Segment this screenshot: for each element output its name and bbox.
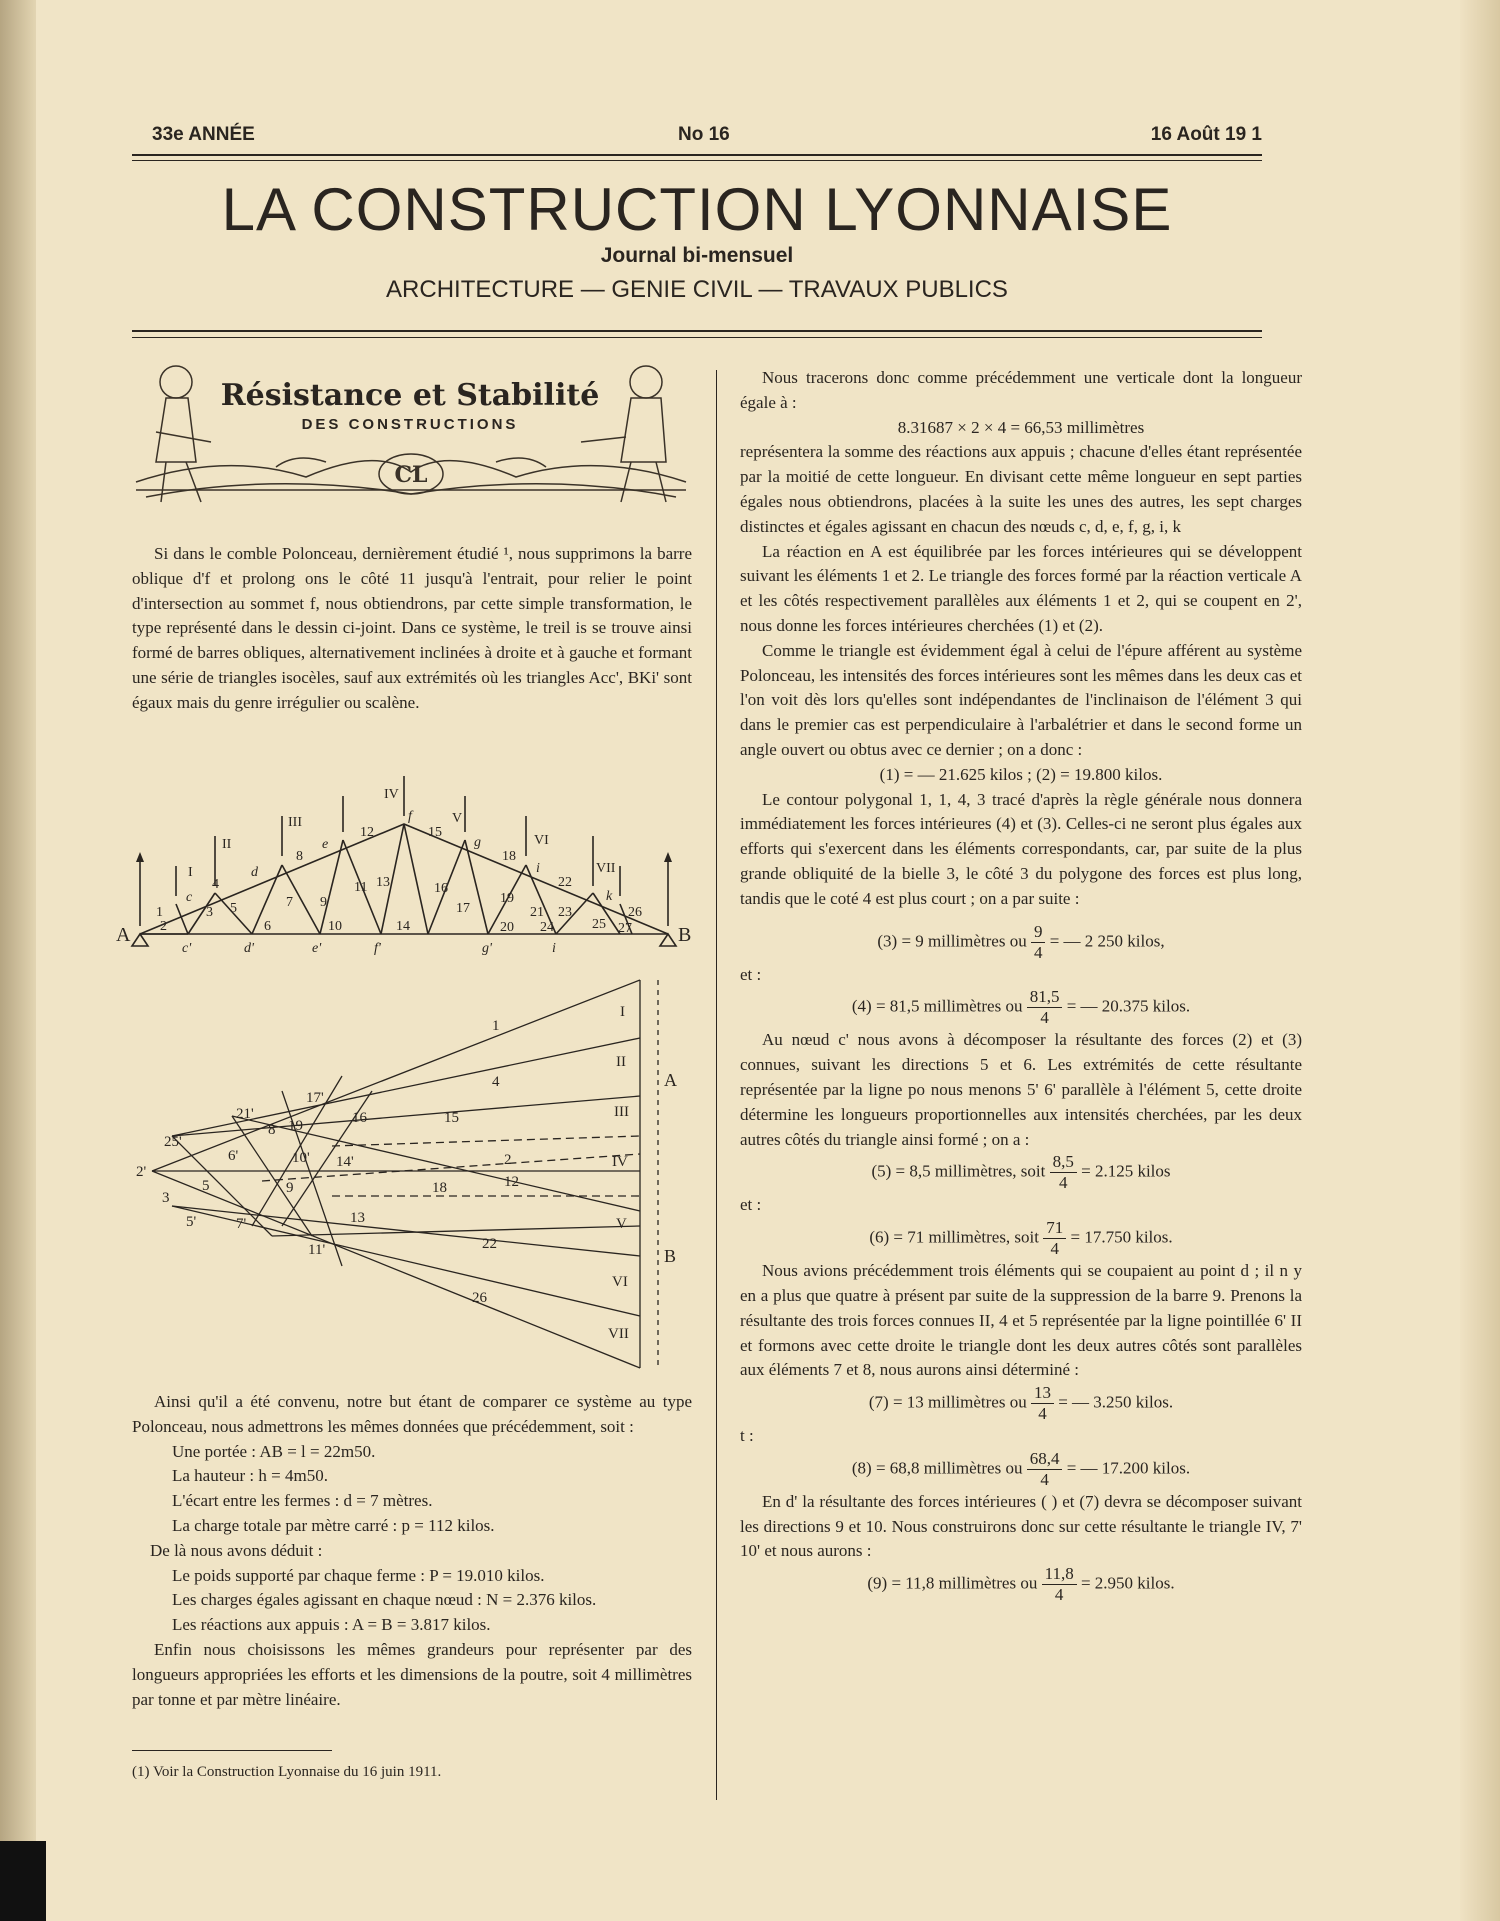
- truss-member-11: 11: [354, 880, 368, 895]
- equation-8-right: = — 17.200 kilos.: [1066, 1458, 1191, 1478]
- journal-title: LA CONSTRUCTION LYONNAISE: [221, 176, 1173, 243]
- force-load-II: II: [616, 1054, 626, 1070]
- equation-7-denominator: 4: [1038, 1404, 1047, 1424]
- force-load-I: I: [620, 1004, 625, 1020]
- equation-9: [740, 1564, 1302, 1605]
- truss-node-k: k: [606, 889, 613, 904]
- truss-load-III: III: [288, 815, 302, 830]
- paragraph-intro: Si dans le comble Polonceau, dernièrement étudié ¹, nous supprimons la barre oblique d'f et prolong ons le côté 11 jusqu'à l'entrait, pour relier le point d'intersection au sommet f, nous obtiendrons, par cette simple transformation, le type représenté dans le dessin ci-joint. Dans ce système, le treil is se trouve ainsi formé de barres obliques, alternativement inclinées à droite et à gauche et formant une série de triangles isocèles, sauf aux extrémités où les triangles Acc', BKi' sont égaux mais du genre irrégulier ou scalène.: [132, 544, 692, 712]
- equation-total-length: 8.31687 × 2 × 4 = 66,53 millimètres: [897, 417, 1145, 437]
- left-column-data: [132, 1390, 692, 1712]
- footnote: (1) Voir la Construction Lyonnaise du 16 juin 1911.: [132, 1764, 442, 1780]
- equation-8-fraction: [1027, 1449, 1063, 1490]
- paragraph-data-intro: Ainsi qu'il a été convenu, notre but étant de comparer ce système au type Polonceau, nous admettrons les mêmes données que précédemment, soit :: [132, 1392, 692, 1436]
- truss-member-7: 7: [286, 895, 293, 910]
- right-paragraph-4: Comme le triangle est évidemment égal à celui de l'épure afférent au système Polonceau, les intensités des forces intérieures sont les mêmes dans les deux cas et l'on voit dès lors qu'elles sont indépendantes de l'inclinaison de l'élément 3 qui dans le premier cas est perpendiculaire à l'arbalétrier et dans le second forme un angle ouvert ou obtus avec ce dernier ; on a donc :: [740, 640, 1302, 759]
- truss-member-3: 3: [206, 905, 213, 920]
- force-line-3: 3: [162, 1190, 170, 1206]
- force-label-A: A: [664, 1070, 677, 1090]
- force-line-7p: 7': [236, 1216, 247, 1232]
- truss-member-17: 17: [456, 901, 470, 916]
- truss-load-VII: VII: [596, 861, 616, 876]
- equation-8-left: (8) = 68,8 millimètres ou: [851, 1458, 1023, 1478]
- truss-load-V: V: [452, 811, 463, 826]
- column-separator: [716, 370, 717, 1800]
- equation-3-numerator: 9: [1031, 922, 1046, 943]
- force-line-26: 26: [472, 1290, 487, 1306]
- truss-member-26: 26: [628, 905, 642, 920]
- left-column-intro: [132, 542, 692, 716]
- truss-member-24: 24: [540, 920, 554, 935]
- equation-6-left: (6) = 71 millimètres, soit: [869, 1227, 1039, 1247]
- right-paragraph-3: La réaction en A est équilibrée par les forces intérieures qui se développent suivant les éléments 1 et 2. Le triangle des forces formé par la réaction verticale A et les côtés respectivement parallèles aux éléments 1 et 2, qui se coupent en 2', nous donne les forces intérieures cherchées (1) et (2).: [740, 541, 1302, 635]
- truss-node-d: d: [251, 865, 258, 880]
- truss-load-IV: IV: [384, 787, 399, 802]
- equation-3-right: = — 2 250 kilos,: [1049, 930, 1165, 950]
- equation-6-right: = 17.750 kilos.: [1070, 1227, 1173, 1247]
- equation-7-numerator: 13: [1031, 1383, 1054, 1404]
- right-paragraph-7: Nous avions précédemment trois éléments qui se coupaient au point d ; il n y en a plus que quatre à présent par suite de la suppression de la barre 9. Prenons la résultante des trois forces connues II, 4 et 5 représentée par la ligne pointillée 6' II et formons avec cette droite le triangle dont les deux autres côtés sont parallèles aux éléments 7 et 8, nous aurons ainsi déterminé :: [740, 1261, 1302, 1380]
- truss-member-15: 15: [428, 825, 442, 840]
- truss-label-A: A: [116, 924, 131, 946]
- equation-9-fraction: [1042, 1564, 1077, 1605]
- page-right-edge: [1460, 0, 1500, 1921]
- equation-4-numerator: 81,5: [1027, 987, 1063, 1008]
- force-line-13: 13: [350, 1210, 365, 1226]
- right-paragraph-5: Le contour polygonal 1, 1, 4, 3 tracé d'après la règle générale nous donnera immédiatement les forces intérieures (4) et (3). Celles-ci ne seront plus égales aux efforts qui s'exercent dans les éléments correspondants, car, par suite de la plus grande obliquité de la bielle 3, le côté 3 du polygone des forces est plus long, tandis que le coté 4 est plus court ; on a par suite :: [740, 789, 1302, 908]
- truss-label-B: B: [678, 924, 692, 946]
- force-line-17p: 17': [306, 1090, 324, 1106]
- issue-number: No 16: [678, 124, 730, 145]
- equation-5-left: (5) = 8,5 millimètres, soit: [871, 1161, 1046, 1181]
- deduced-line-node-load: Les charges égales agissant en chaque nœud : N = 2.376 kilos.: [172, 1590, 597, 1610]
- right-paragraph-2: représentera la somme des réactions aux appuis ; chacune d'elles étant représentée par la moitié de cette longueur. En divisant cette même longueur en sept parties égales nous obtiendrons, placées à la suite les unes des autres, les sept charges distinctes et égales agissant en chacun des nœuds c, d, e, f, g, i, k: [740, 442, 1302, 536]
- equation-9-left: (9) = 11,8 millimètres ou: [867, 1573, 1038, 1593]
- truss-member-6: 6: [264, 919, 271, 934]
- equation-6-fraction: [1043, 1218, 1066, 1259]
- truss-load-VI: VI: [534, 833, 549, 848]
- force-load-III: III: [614, 1104, 629, 1120]
- equation-4-fraction: [1027, 987, 1063, 1028]
- force-load-VI: VI: [612, 1274, 628, 1290]
- journal-subtitle: Journal bi-mensuel: [600, 244, 794, 267]
- equation-7-left: (7) = 13 millimètres ou: [868, 1392, 1027, 1412]
- truss-member-8: 8: [296, 849, 303, 864]
- deduced-line-weight: Le poids supporté par chaque ferme : P = 19.010 kilos.: [172, 1565, 545, 1585]
- force-line-9: 9: [286, 1180, 294, 1196]
- truss-node-e: e: [322, 837, 329, 852]
- paragraph-scale: Enfin nous choisissons les mêmes grandeurs pour représenter par des longueurs appropriées les efforts et les dimensions de la poutre, soit 4 millimètres par tonne et par mètre linéaire.: [132, 1639, 692, 1709]
- equation-4-right: = — 20.375 kilos.: [1066, 996, 1191, 1016]
- equation-5-numerator: 8,5: [1050, 1152, 1077, 1173]
- right-paragraph-8: En d' la résultante des forces intérieures ( ) et (7) devra se décomposer suivant les directions 9 et 10. Nous construirons donc sur cette résultante le triangle IV, 7' 10' et nous aurons :: [740, 1491, 1302, 1561]
- equation-7-right: = — 3.250 kilos.: [1058, 1392, 1174, 1412]
- force-load-V: V: [616, 1216, 627, 1232]
- force-load-VII: VII: [608, 1326, 629, 1342]
- truss-member-27: 27: [618, 921, 632, 936]
- equation-3-denominator: 4: [1033, 942, 1043, 962]
- truss-member-13: 13: [376, 875, 390, 890]
- right-paragraph-1: Nous tracerons donc comme précédemment une verticale dont la longueur égale à :: [740, 368, 1302, 412]
- equation-8-denominator: 4: [1040, 1469, 1049, 1489]
- data-line-span: Une portée : AB = l = 22m50.: [172, 1441, 376, 1461]
- truss-member-4: 4: [212, 877, 219, 892]
- data-line-load: La charge totale par mètre carré : p = 112 kilos.: [172, 1515, 495, 1535]
- truss-node-g-prime: g': [482, 941, 492, 956]
- truss-node-d-prime: d': [244, 941, 254, 956]
- truss-member-9: 9: [320, 895, 327, 910]
- article-subtitle: DES CONSTRUCTIONS: [301, 416, 519, 433]
- truss-member-10: 10: [328, 919, 342, 934]
- truss-member-25: 25: [592, 917, 606, 932]
- equation-9-right: = 2.950 kilos.: [1080, 1573, 1175, 1593]
- equation-6-denominator: 4: [1050, 1239, 1059, 1259]
- equation-3-fraction: [1031, 922, 1046, 963]
- equation-3: [740, 922, 1302, 963]
- force-line-14p: 14': [336, 1154, 354, 1170]
- header-rule: [132, 154, 1262, 156]
- truss-node-i: i: [536, 861, 540, 876]
- banner-monogram: CL: [394, 462, 428, 488]
- force-line-4: 4: [492, 1074, 500, 1090]
- issue-date: 16 Août 19 1: [1150, 124, 1262, 145]
- equation-8: [740, 1449, 1302, 1490]
- force-line-10p: 10': [292, 1150, 310, 1166]
- equation-7-fraction: [1031, 1383, 1054, 1424]
- et-3: t :: [740, 1426, 754, 1446]
- equation-4: [740, 987, 1302, 1028]
- force-line-19: 19: [288, 1118, 303, 1134]
- footnote-rule: [132, 1750, 332, 1751]
- equation-5-right: = 2.125 kilos: [1081, 1161, 1171, 1181]
- et-1: et :: [740, 964, 762, 984]
- masthead-rule-thin: [132, 337, 1262, 338]
- header-rule-thin: [132, 160, 1262, 161]
- equation-5-denominator: 4: [1059, 1173, 1068, 1193]
- page-binding-edge: [0, 0, 36, 1921]
- force-line-12: 12: [504, 1174, 519, 1190]
- truss-elevation-diagram: [116, 776, 700, 956]
- truss-node-i-bottom: i: [552, 941, 556, 956]
- equation-6-numerator: 71: [1043, 1218, 1066, 1239]
- truss-member-20: 20: [500, 920, 514, 935]
- truss-node-c-prime: c': [182, 941, 192, 956]
- equation-5-fraction: [1050, 1152, 1077, 1193]
- truss-node-e-prime: e': [312, 941, 322, 956]
- equation-4-left: (4) = 81,5 millimètres ou: [851, 996, 1023, 1016]
- force-line-21p: 21': [236, 1106, 254, 1122]
- equation-7: [740, 1383, 1302, 1424]
- truss-load-II: II: [222, 837, 232, 852]
- et-2: et :: [740, 1195, 762, 1215]
- force-line-25p: 25': [164, 1134, 182, 1150]
- force-line-11p: 11': [308, 1242, 326, 1258]
- truss-node-f: f: [408, 809, 412, 824]
- force-line-2p: 2': [136, 1164, 147, 1180]
- truss-member-5: 5: [230, 901, 237, 916]
- journal-sections: ARCHITECTURE — GENIE CIVIL — TRAVAUX PUBLICS: [386, 276, 1008, 303]
- force-line-8: 8: [268, 1122, 276, 1138]
- truss-node-f-prime: f': [374, 941, 381, 956]
- equation-4-denominator: 4: [1040, 1008, 1049, 1028]
- data-line-height: La hauteur : h = 4m50.: [172, 1466, 328, 1486]
- equation-forces-1-2: (1) = — 21.625 kilos ; (2) = 19.800 kilos.: [879, 764, 1163, 784]
- force-load-IV: IV: [612, 1154, 628, 1170]
- truss-member-2: 2: [160, 919, 167, 934]
- deduced-line-reactions: Les réactions aux appuis : A = B = 3.817 kilos.: [172, 1615, 491, 1635]
- truss-member-14: 14: [396, 919, 410, 934]
- truss-member-22: 22: [558, 875, 572, 890]
- truss-member-19: 19: [500, 891, 514, 906]
- issue-year: 33e ANNÉE: [152, 124, 255, 145]
- equation-9-numerator: 11,8: [1042, 1564, 1077, 1585]
- force-line-18: 18: [432, 1180, 447, 1196]
- equation-3-left: (3) = 9 millimètres ou: [877, 930, 1027, 950]
- scan-black-corner: [0, 1841, 46, 1921]
- equation-6: [740, 1218, 1302, 1259]
- right-paragraph-6: Au nœud c' nous avons à décomposer la résultante des forces (2) et (3) connues, suivant les directions 5 et 6. Les extrémités de cette résultante représentée par la ligne po nous menons 5' 6' parallèle à l'élément 5, cette droite détermine les longueurs proportionnelles aux intensités cherchées, par les deux autres côtés du triangle ainsi formé ; on a :: [740, 1030, 1302, 1149]
- equation-5: [740, 1152, 1302, 1193]
- truss-member-12: 12: [360, 825, 374, 840]
- force-line-5: 5: [202, 1178, 210, 1194]
- truss-member-16: 16: [434, 881, 448, 896]
- deduced-intro: De là nous avons déduit :: [150, 1540, 323, 1560]
- masthead-rule: [132, 330, 1262, 332]
- truss-load-I: I: [188, 865, 193, 880]
- truss-node-c: c: [186, 890, 193, 905]
- equation-9-denominator: 4: [1054, 1585, 1064, 1605]
- data-line-spacing: L'écart entre les fermes : d = 7 mètres.: [172, 1491, 433, 1511]
- force-polygon-diagram: [132, 966, 692, 1376]
- force-line-15: 15: [444, 1110, 459, 1126]
- truss-member-21: 21: [530, 905, 544, 920]
- truss-member-18: 18: [502, 849, 516, 864]
- article-title: Résistance et Stabilité: [220, 378, 600, 413]
- truss-member-1: 1: [156, 905, 163, 920]
- right-column: [740, 366, 1302, 1605]
- truss-node-g: g: [474, 835, 481, 850]
- force-label-B: B: [664, 1246, 677, 1266]
- force-line-5p: 5': [186, 1214, 197, 1230]
- force-line-16: 16: [352, 1110, 367, 1126]
- force-line-1: 1: [492, 1018, 500, 1034]
- equation-8-numerator: 68,4: [1027, 1449, 1063, 1470]
- force-line-2: 2: [504, 1152, 512, 1168]
- truss-member-23: 23: [558, 905, 572, 920]
- force-line-22: 22: [482, 1236, 497, 1252]
- force-line-6p: 6': [228, 1148, 239, 1164]
